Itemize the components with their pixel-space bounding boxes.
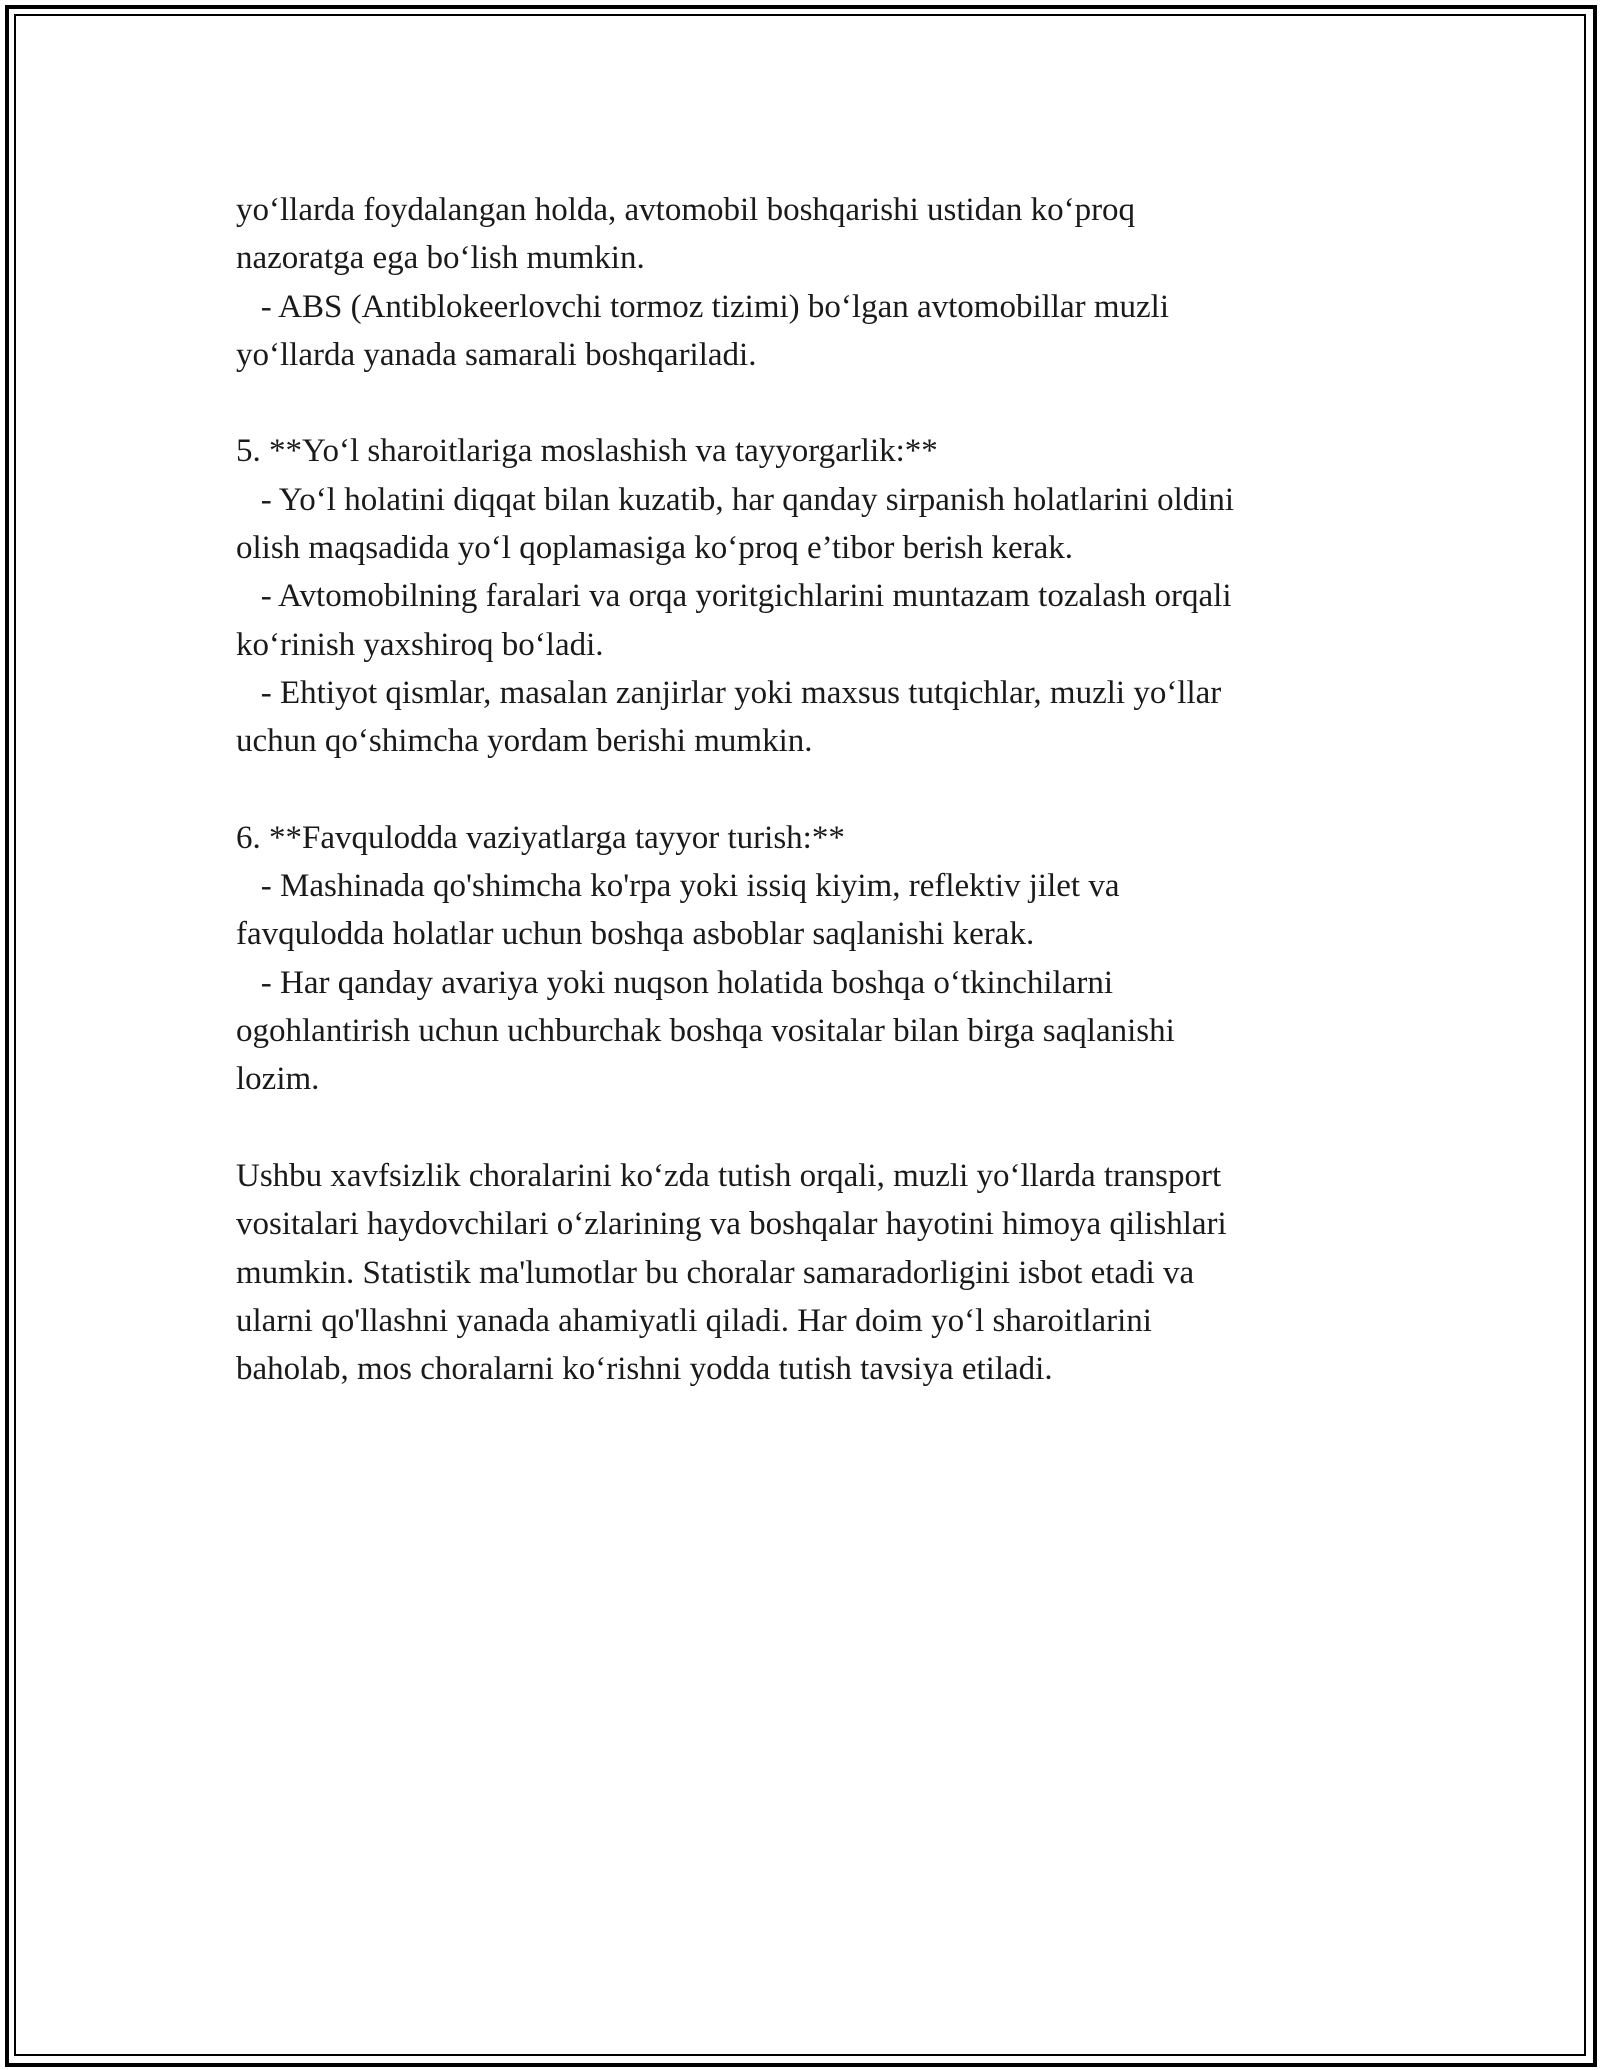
text-line: favqulodda holatlar uchun boshqa asboblar saqlanishi kerak. bbox=[236, 916, 1035, 953]
text-line: mumkin. Statistik ma'lumotlar bu choralar samaradorligini isbot etadi va bbox=[236, 1254, 1195, 1291]
bullet-line: - Avtomobilning faralari va orqa yoritgichlarini muntazam tozalash orqali bbox=[236, 578, 1232, 615]
text-line: ularni qo'llashni yanada ahamiyatli qiladi. Har doim yo‘l sharoitlarini bbox=[236, 1302, 1152, 1339]
section-heading: 6. **Favqulodda vaziyatlarga tayyor turish:** bbox=[236, 819, 845, 856]
text-line: uchun qo‘shimcha yordam berishi mumkin. bbox=[236, 723, 813, 760]
text-line: Ushbu xavfsizlik choralarini ko‘zda tutish orqali, muzli yo‘llarda transport bbox=[236, 1157, 1222, 1194]
bullet-line: - Yo‘l holatini diqqat bilan kuzatib, har qanday sirpanish holatlarini oldini bbox=[236, 481, 1235, 518]
text-line: lozim. bbox=[236, 1061, 320, 1098]
section-heading: 5. **Yo‘l sharoitlariga moslashish va tayyorgarlik:** bbox=[236, 433, 938, 470]
paragraph-continuation bbox=[236, 186, 1376, 379]
bullet-line: - Mashinada qo'shimcha ko'rpa yoki issiq kiyim, reflektiv jilet va bbox=[236, 868, 1120, 905]
text-line: olish maqsadida yo‘l qoplamasiga ko‘proq e’tibor berish kerak. bbox=[236, 530, 1074, 567]
document-body bbox=[236, 186, 1376, 1393]
text-line: ko‘rinish yaxshiroq bo‘ladi. bbox=[236, 626, 604, 663]
text-line: yo‘llarda foydalangan holda, avtomobil boshqarishi ustidan ko‘proq bbox=[236, 192, 1136, 228]
paragraph-gap bbox=[236, 1104, 1376, 1152]
conclusion-paragraph bbox=[236, 1152, 1376, 1393]
text-line: baholab, mos choralarni ko‘rishni yodda tutish tavsiya etiladi. bbox=[236, 1351, 1053, 1388]
text-line: ogohlantirish uchun uchburchak boshqa vositalar bilan birga saqlanishi bbox=[236, 1013, 1175, 1050]
paragraph-gap bbox=[236, 766, 1376, 814]
bullet-line: - ABS (Antiblokeerlovchi tormoz tizimi) bo‘lgan avtomobillar muzli bbox=[236, 288, 1169, 325]
text-line: nazoratga ega bo‘lish mumkin. bbox=[236, 240, 645, 277]
bullet-line: - Har qanday avariya yoki nuqson holatida boshqa o‘tkinchilarni bbox=[236, 964, 1114, 1001]
text-line: yo‘llarda yanada samarali boshqariladi. bbox=[236, 336, 757, 373]
text-line: vositalari haydovchilari o‘zlarining va boshqalar hayotini himoya qilishlari bbox=[236, 1206, 1227, 1243]
paragraph-gap bbox=[236, 379, 1376, 427]
bullet-line: - Ehtiyot qismlar, masalan zanjirlar yoki maxsus tutqichlar, muzli yo‘llar bbox=[236, 674, 1222, 711]
section-5 bbox=[236, 427, 1376, 765]
section-6 bbox=[236, 814, 1376, 1104]
